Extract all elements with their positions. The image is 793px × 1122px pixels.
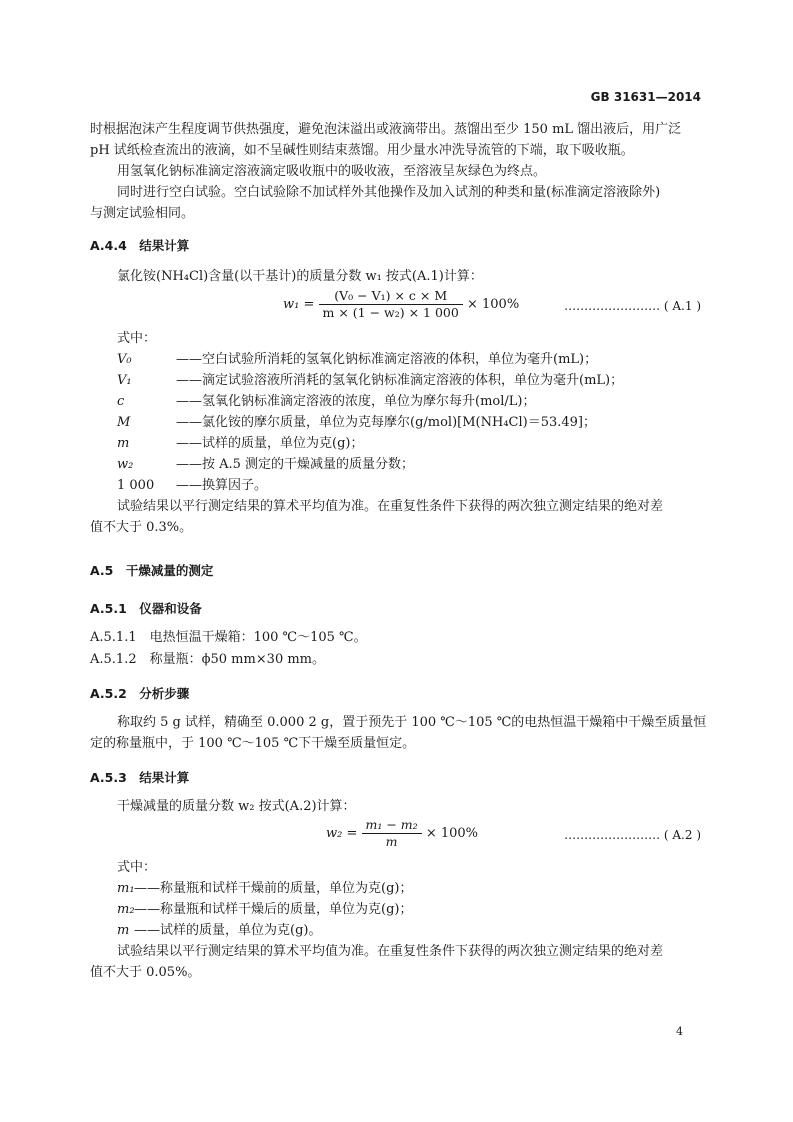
section-heading-a52: A.5.2 分析步骤 <box>90 686 190 701</box>
def-symbol: m₁ <box>117 881 135 896</box>
def-description: ——称量瓶和试样干燥前的质量，单位为克(g)； <box>134 881 413 896</box>
a53-result-line-2: 值不大于 0.05%。 <box>90 965 201 980</box>
def-description: ——称量瓶和试样干燥后的质量，单位为克(g)； <box>134 902 413 917</box>
section-heading-a53: A.5.3 结果计算 <box>90 770 190 785</box>
equation-number-a1: …………………… ( A.1 ) <box>564 299 701 313</box>
a44-result-line-1: 试验结果以平行测定结果的算术平均值为准。在重复性条件下获得的两次独立测定结果的绝对差 <box>117 499 664 514</box>
def-description: ——氯化铵的摩尔质量，单位为克每摩尔(g/mol)[M(NH₄Cl)＝53.49]； <box>176 415 596 430</box>
intro-line-3: 用氢氧化钠标准滴定溶液滴定吸收瓶中的吸收液，至溶液呈灰绿色为终点。 <box>117 164 547 179</box>
equation-number-a2: …………………… ( A.2 ) <box>564 828 701 842</box>
def-description: ——空白试验所消耗的氢氧化钠标准滴定溶液的体积，单位为毫升(mL)； <box>176 352 598 367</box>
a52-line-1: 称取约 5 g 试样，精确至 0.000 2 g，置于预先于 100 ℃～105 ℃的电热恒温干燥箱中干燥至质量恒 <box>117 715 707 730</box>
intro-line-1: 时根据泡沫产生程度调节供热强度，避免泡沫溢出或液滴带出。蒸馏出至少 150 mL 馏出液后，用广泛 <box>90 122 682 137</box>
formula-a1-numerator: (V₀ − V₁) × c × M <box>319 288 463 305</box>
def-symbol: V₁ <box>117 373 132 388</box>
formula-a1-lhs: w₁ = <box>283 297 315 312</box>
formula-a2-fraction <box>362 817 422 850</box>
a53-where: 式中： <box>117 860 157 875</box>
def-symbol: c <box>117 394 125 409</box>
intro-line-5: 与测定试验相同。 <box>90 206 195 221</box>
def-symbol: M <box>117 415 131 430</box>
standard-number: GB 31631—2014 <box>590 90 701 104</box>
def-symbol: m₂ <box>117 902 135 917</box>
a44-intro: 氯化铵(NH₄Cl)含量(以干基计)的质量分数 w₁ 按式(A.1)计算： <box>117 269 483 284</box>
page-number: 4 <box>676 1025 683 1038</box>
a511-item: A.5.1.1 电热恒温干燥箱：100 ℃～105 ℃。 <box>90 630 367 645</box>
a53-intro: 干燥减量的质量分数 w₂ 按式(A.2)计算： <box>117 799 356 814</box>
section-heading-a44: A.4.4 结果计算 <box>90 238 190 253</box>
def-symbol: w₂ <box>117 457 134 472</box>
a53-result-line-1: 试验结果以平行测定结果的算术平均值为准。在重复性条件下获得的两次独立测定结果的绝对差 <box>117 944 664 959</box>
def-symbol: m <box>117 923 130 938</box>
def-description: ——换算因子。 <box>176 478 268 493</box>
formula-a2-tail: × 100% <box>425 826 479 841</box>
section-heading-a5: A.5 干燥减量的测定 <box>90 563 214 578</box>
def-symbol: V₀ <box>117 352 132 367</box>
formula-a2-lhs: w₂ = <box>326 826 358 841</box>
formula-a1-fraction <box>319 288 463 321</box>
formula-a1-tail: × 100% <box>466 297 520 312</box>
formula-a1-denominator: m × (1 − w₂) × 1 000 <box>322 305 459 320</box>
a44-where: 式中： <box>117 331 157 346</box>
formula-a2-denominator: m <box>385 834 398 849</box>
def-description: ——试样的质量，单位为克(g)； <box>176 436 364 451</box>
def-description: ——滴定试验溶液所消耗的氢氧化钠标准滴定溶液的体积，单位为毫升(mL)； <box>176 373 624 388</box>
formula-a2 <box>326 817 478 850</box>
intro-line-2: pH 试纸检查流出的液滴，如不呈碱性则结束蒸馏。用少量水冲洗导流管的下端，取下吸收瓶。 <box>90 143 634 158</box>
section-heading-a51: A.5.1 仪器和设备 <box>90 601 202 616</box>
def-description: ——试样的质量，单位为克(g)。 <box>134 923 322 938</box>
def-symbol: 1 000 <box>117 478 155 493</box>
def-description: ——按 A.5 测定的干燥减量的质量分数； <box>176 457 415 472</box>
def-symbol: m <box>117 436 130 451</box>
a44-result-line-2: 值不大于 0.3%。 <box>90 520 193 535</box>
def-description: ——氢氧化钠标准滴定溶液的浓度，单位为摩尔每升(mol/L)； <box>176 394 536 409</box>
intro-line-4: 同时进行空白试验。空白试验除不加试样外其他操作及加入试剂的种类和量(标准滴定溶液除外) <box>117 185 661 200</box>
a512-item: A.5.1.2 称量瓶：ϕ50 mm×30 mm。 <box>90 652 326 667</box>
formula-a1 <box>283 288 519 321</box>
formula-a2-numerator: m₁ − m₂ <box>362 817 422 834</box>
a52-line-2: 定的称量瓶中，于 100 ℃～105 ℃下干燥至质量恒定。 <box>90 736 416 751</box>
